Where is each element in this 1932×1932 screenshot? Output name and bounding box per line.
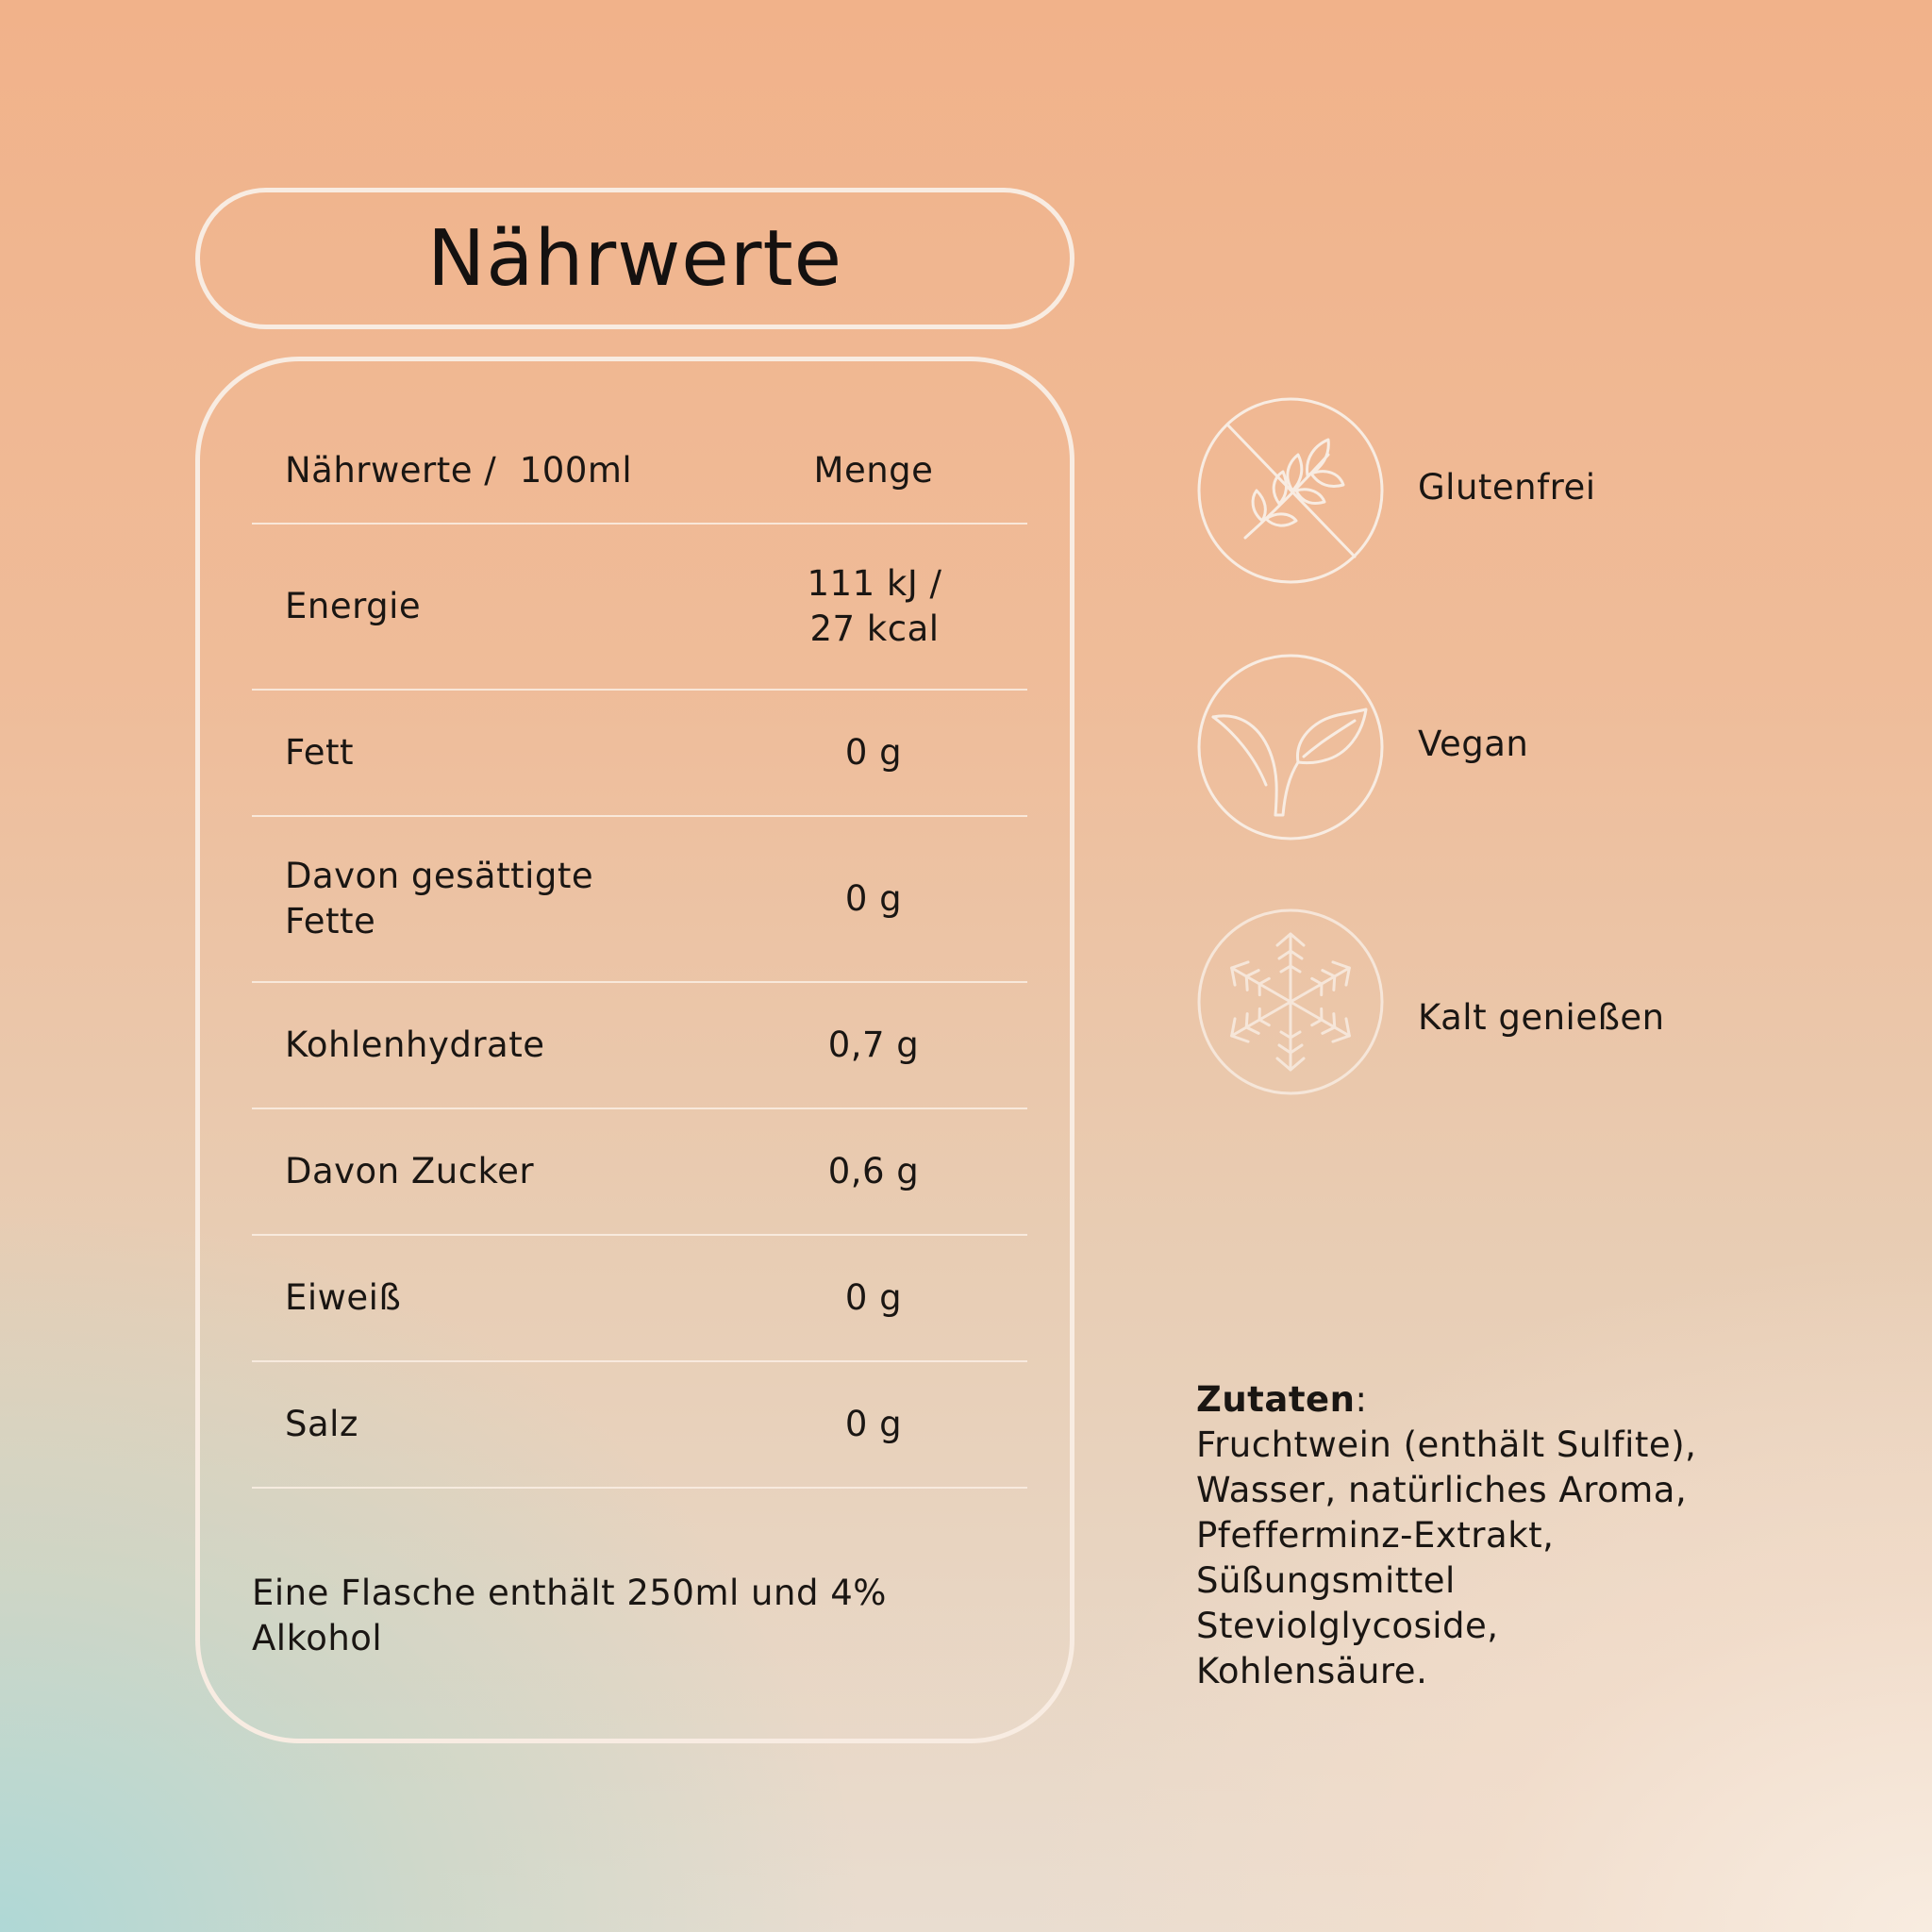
row-value: 0,6 g (827, 1151, 920, 1191)
badge-label-vegan: Vegan (1418, 724, 1529, 764)
row-value: 0 g (844, 1404, 903, 1444)
row-value: 0 g (844, 732, 903, 773)
bottle-note: Eine Flasche enthält 250ml und 4% Alkohol (252, 1573, 887, 1658)
header-name: Nährwerte / 100ml (285, 449, 633, 491)
ingredients-list: Fruchtwein (enthält Sulfite), Wasser, natürliches Aroma, Pfefferminz-Extrakt, Süßungsmittel Steviolglycoside, Kohlensäure. (1196, 1424, 1697, 1691)
ingredients-separator: : (1355, 1379, 1368, 1420)
row-value: 0,7 g (827, 1024, 920, 1065)
no-wheat-icon (1196, 396, 1385, 585)
row-value: 111 kJ / 27 kcal (807, 563, 942, 649)
vegan-leaf-icon (1196, 653, 1385, 841)
table-row (252, 1236, 1027, 1362)
header-value: Menge (813, 449, 934, 491)
snowflake-icon (1196, 908, 1385, 1096)
table-row (252, 1109, 1027, 1236)
row-name: Eiweiß (285, 1277, 402, 1318)
row-name: Davon gesättigte Fette (285, 856, 594, 941)
ingredients-heading: Zutaten (1196, 1379, 1356, 1420)
table-row (252, 817, 1027, 983)
page-title: Nährwerte (426, 213, 843, 304)
badge-label-gluten-free: Glutenfrei (1418, 467, 1596, 508)
row-value: 0 g (844, 1277, 903, 1318)
ingredients-block (1196, 1377, 1724, 1694)
table-row (252, 983, 1027, 1109)
table-row (252, 691, 1027, 817)
row-name: Energie (285, 586, 422, 626)
title-pill (195, 188, 1074, 329)
row-value: 0 g (844, 878, 903, 919)
row-name: Kohlenhydrate (285, 1024, 545, 1065)
row-name: Salz (285, 1404, 358, 1444)
nutrition-table (195, 357, 1074, 1743)
table-header-row (252, 418, 1027, 525)
table-row (252, 525, 1027, 691)
row-name: Davon Zucker (285, 1151, 535, 1191)
table-row (252, 1362, 1027, 1489)
badge-label-serve-cold: Kalt genießen (1418, 997, 1665, 1038)
row-name: Fett (285, 732, 355, 773)
